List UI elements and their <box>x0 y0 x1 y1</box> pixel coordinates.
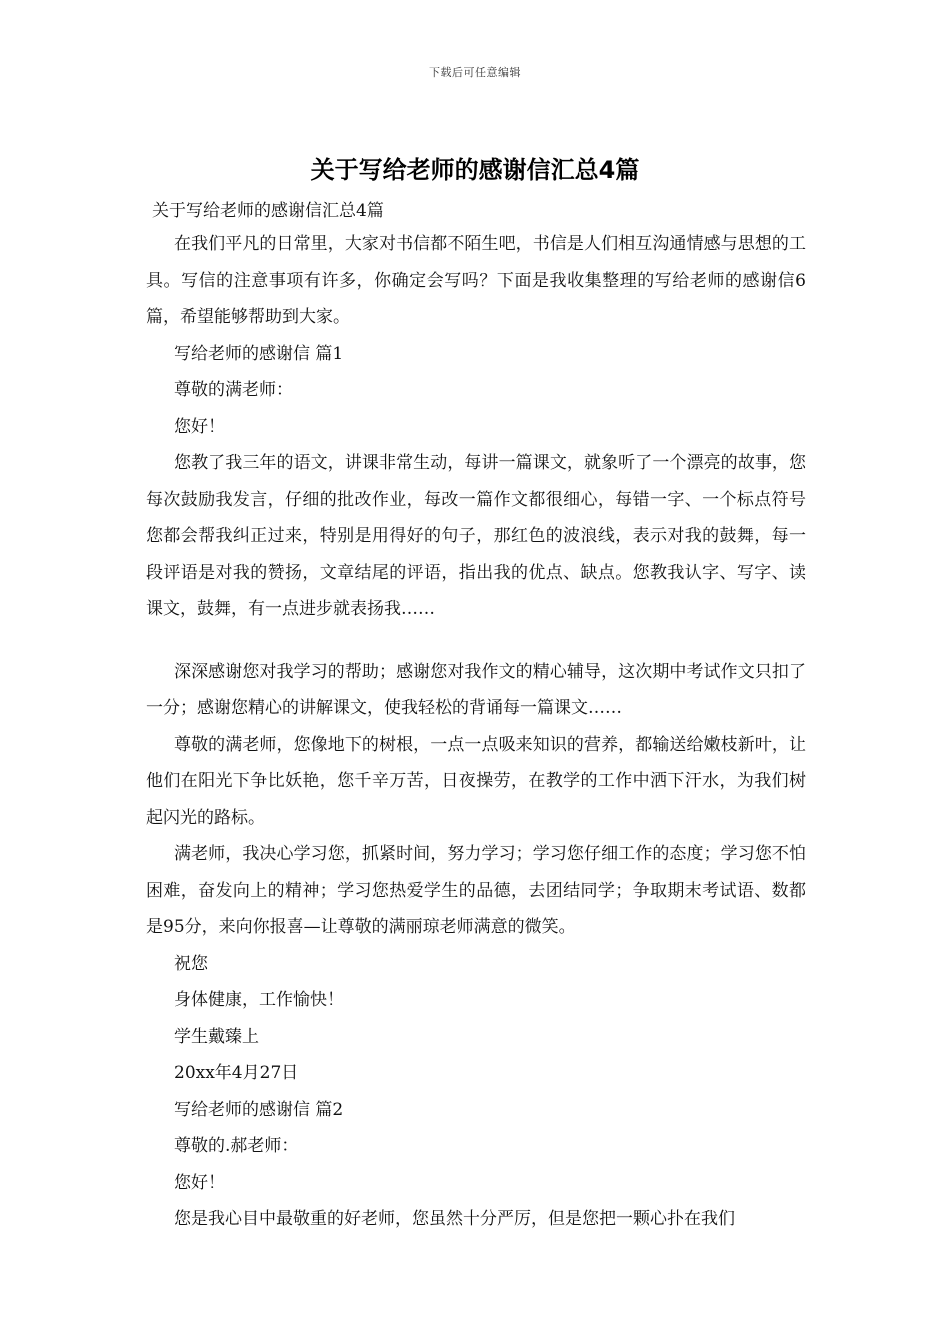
body-paragraph: 深深感谢您对我学习的帮助；感谢您对我作文的精心辅导，这次期中考试作文只扣了一分；感谢您精心的讲解课文，使我轻松的背诵每一篇课文…… <box>146 661 806 718</box>
letter-heading: 写给老师的感谢信 篇1 <box>174 343 344 364</box>
document-body <box>146 196 806 1238</box>
document-title: 关于写给老师的感谢信汇总4篇 <box>310 156 640 184</box>
signature: 学生戴臻上 <box>174 1026 259 1047</box>
body-paragraph: 尊敬的满老师，您像地下的树根，一点一点吸来知识的营养，都输送给嫩枝新叶，让他们在阳光下争比妖艳，您千辛万苦，日夜操劳，在教学的工作中洒下汗水，为我们树起闪光的路标。 <box>146 734 806 828</box>
date-line: 20xx年4月27日 <box>174 1063 299 1083</box>
intro-paragraph: 在我们平凡的日常里，大家对书信都不陌生吧，书信是人们相互沟通情感与思想的工具。写信的注意事项有许多，你确定会写吗？下面是我收集整理的写给老师的感谢信6篇，希望能够帮助到大家。 <box>146 234 806 327</box>
body-paragraph: 满老师，我决心学习您，抓紧时间，努力学习；学习您仔细工作的态度；学习您不怕困难，奋发向上的精神；学习您热爱学生的品德，去团结同学；争取期末考试语、数都是95分，来向你报喜—让尊敬的满丽琼老师满意的微笑。 <box>146 844 806 937</box>
header-note: 下载后可任意编辑 <box>429 66 521 79</box>
greeting: 您好！ <box>174 416 225 437</box>
body-paragraph: 您是我心目中最敬重的好老师，您虽然十分严厉，但是您把一颗心扑在我们 <box>174 1209 735 1229</box>
closing-wish: 身体健康，工作愉快！ <box>174 990 344 1010</box>
subtitle-line: 关于写给老师的感谢信汇总4篇 <box>152 201 384 221</box>
body-paragraph: 您教了我三年的语文，讲课非常生动，每讲一篇课文，就象听了一个漂亮的故事，您每次鼓励我发言，仔细的批改作业，每改一篇作文都很细心，每错一字、一个标点符号您都会帮我纠正过来，特别是用得好的句子，那红色的波浪线，表示对我的鼓舞，每一段评语是对我的赞扬，文章结尾的评语，指出我的优点、缺点。您教我认字、写字、读课文，鼓舞，有一点进步就表扬我…… <box>146 453 806 619</box>
salutation: 尊敬的满老师： <box>174 380 293 400</box>
salutation: 尊敬的.郝老师： <box>174 1136 299 1156</box>
closing-line: 祝您 <box>174 953 208 974</box>
letter-heading: 写给老师的感谢信 篇2 <box>174 1099 344 1120</box>
greeting: 您好！ <box>174 1172 225 1193</box>
